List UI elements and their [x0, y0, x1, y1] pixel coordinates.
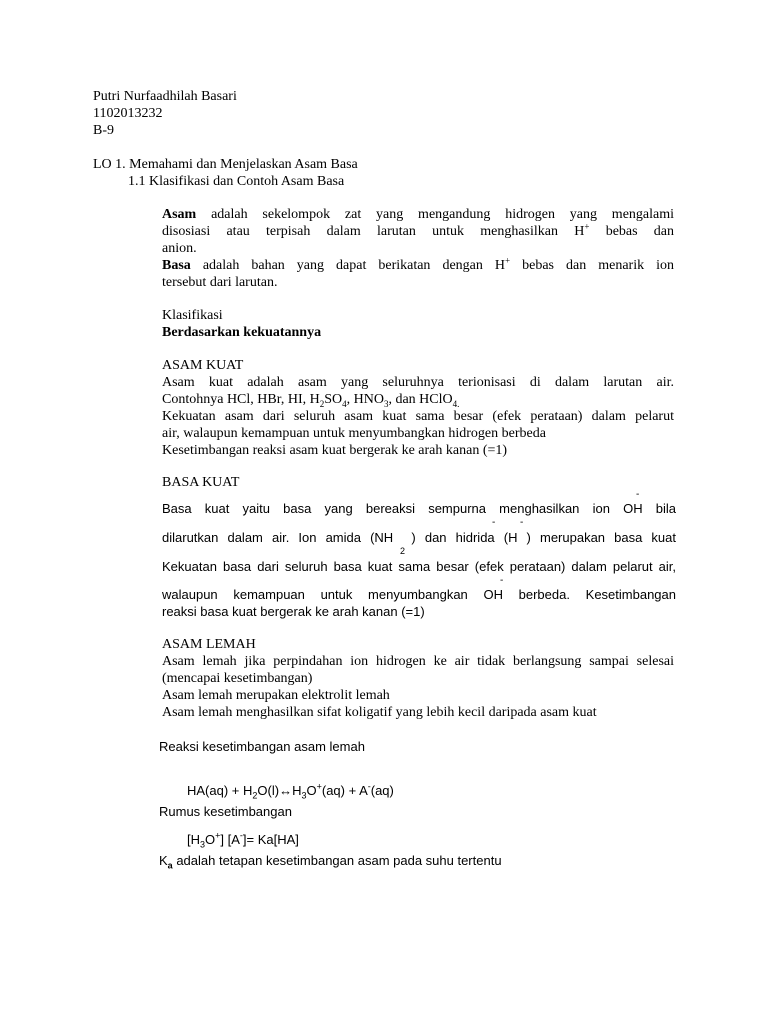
klasifikasi-label: Klasifikasi — [162, 308, 223, 323]
asam-kuat-block — [162, 374, 674, 459]
basa-def-line2: tersebut dari larutan. — [162, 275, 278, 290]
asam-kuat-line4: air, walaupun kemampuan untuk menyumbangkan hidrogen berbeda — [162, 426, 546, 441]
asam-term: Asam — [162, 207, 197, 222]
basa-def-line1: Basa adalah bahan yang dapat berikatan dengan H+ bebas dan menarik ion — [162, 255, 674, 273]
student-id: 1102013232 — [93, 106, 163, 121]
rumus-title: Rumus kesetimbangan — [159, 804, 292, 819]
asam-kuat-line1: Asam kuat adalah asam yang seluruhnya terionisasi di dalam larutan air. — [162, 375, 674, 390]
equilibrium-equation: $HA(aq) + H_2O(l)\leftrightarrow H_3O^+(aq) + A^-(aq)$ — [187, 781, 394, 801]
group-code: B-9 — [93, 123, 114, 138]
berdasarkan-heading: Berdasarkan kekuatannya — [162, 325, 322, 340]
asam-lemah-line1: Asam lemah jika perpindahan ion hidrogen ke air tidak berlangsung sampai selesai — [162, 654, 674, 669]
section-subtitle: 1.1 Klasifikasi dan Contoh Asam Basa — [128, 174, 345, 189]
minus-mark-2: - — [520, 517, 524, 528]
basa-kuat-line3: Kekuatan basa dari seluruh basa kuat sama besar (efek perataan) dalam pelarut air, — [162, 559, 676, 574]
equilibrium-formula: $[H_3O^+]$ [A-]= Ka[HA] — [187, 830, 299, 850]
asam-kuat-line5: Kesetimbangan reaksi asam kuat bergerak ke arah kanan (=1) — [162, 443, 508, 458]
asam-lemah-line4: Asam lemah menghasilkan sifat koligatif yang lebih kecil daripada asam kuat — [162, 705, 597, 720]
asam-def-line1: Asam adalah sekelompok zat yang mengandung hidrogen yang mengalami — [162, 207, 675, 222]
definition-block — [162, 206, 674, 291]
basa-kuat-line1: Basa kuat yaitu basa yang bereaksi sempurna menghasilkan ion OH bila — [162, 501, 676, 516]
asam-kuat-heading: ASAM KUAT — [162, 358, 244, 373]
asam-def-line2: disosiasi atau terpisah dalam larutan untuk menghasilkan H+ bebas dan — [162, 221, 675, 239]
asam-lemah-line3: Asam lemah merupakan elektrolit lemah — [162, 688, 390, 703]
asam-kuat-line2: Contohnya HCl, HBr, HI, $H_2SO_4$, $HNO_3$, dan HClO$_{4.}$ — [162, 392, 460, 409]
ka-definition: $K_a$ adalah tetapan kesetimbangan asam pada suhu tertentu — [159, 853, 502, 871]
basa-kuat-line4: walaupun kemampuan untuk menyumbangkan OH berbeda. Kesetimbangan — [162, 587, 676, 602]
author-name: Putri Nurfaadhilah Basari — [93, 89, 237, 104]
lo-title: LO 1. Memahami dan Menjelaskan Asam Basa — [93, 157, 358, 172]
basa-kuat-line5: reaksi basa kuat bergerak ke arah kanan (=1) — [162, 604, 425, 619]
basa-kuat-heading: BASA KUAT — [162, 475, 240, 490]
asam-lemah-block — [162, 653, 674, 721]
reaksi-title: Reaksi kesetimbangan asam lemah — [159, 739, 365, 754]
asam-kuat-line3: Kekuatan asam dari seluruh asam kuat sama besar (efek perataan) dalam pelarut — [162, 409, 674, 424]
asam-lemah-heading: ASAM LEMAH — [162, 637, 256, 652]
nh2-subscript: 2 — [400, 546, 406, 556]
basa-kuat-line2: dilarutkan dalam air. Ion amida (NH ) dan hidrida (H ) merupakan basa kuat — [162, 530, 676, 545]
oh-minus-superscript: - — [636, 489, 640, 500]
oh-minus-superscript-2: - — [500, 575, 504, 586]
asam-lemah-line2: (mencapai kesetimbangan) — [162, 671, 313, 686]
minus-mark-1: - — [492, 517, 496, 528]
basa-term: Basa — [162, 258, 191, 273]
asam-def-line3: anion. — [162, 241, 197, 256]
